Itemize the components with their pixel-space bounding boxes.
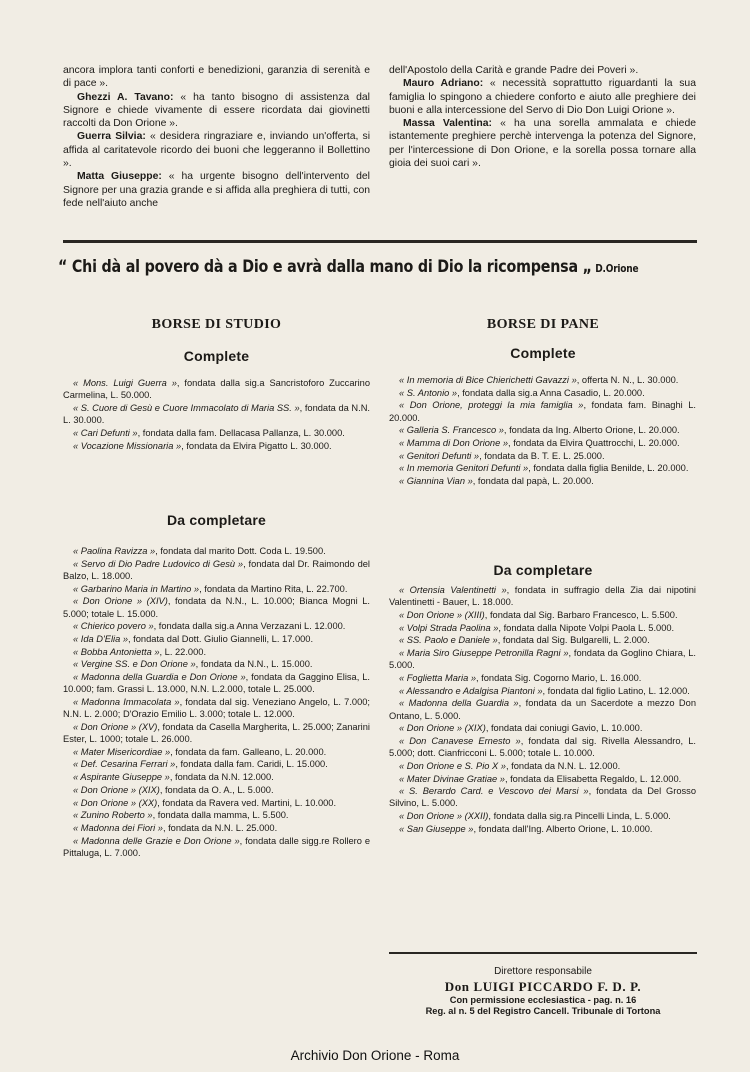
fund-details: , fondata dalla sig.a Anna Verzazani L. 12.000. <box>153 621 346 632</box>
fund-details: , fondata da N.N. L. 30.000. <box>63 402 370 426</box>
list-item <box>63 671 370 695</box>
list-item <box>63 696 370 720</box>
fund-title: « Don Orione » (XXII) <box>399 811 489 822</box>
fund-title: « Mons. Luigi Guerra » <box>73 378 177 388</box>
fund-title: « Ida D'Elia » <box>73 633 129 644</box>
fund-title: « Don Orione » (XIV) <box>73 596 168 607</box>
fund-details: , fondata da Martino Rita, L. 22.700. <box>199 583 348 594</box>
fund-title: « Don Orione » (XIX) <box>73 784 160 795</box>
fund-details: , fondata dal marito Dott. Coda L. 19.500. <box>155 546 326 556</box>
fund-title: « S. Antonio » <box>399 387 458 398</box>
fund-title: « In memoria Genitori Defunti » <box>399 463 529 474</box>
intention-paragraph <box>389 77 696 117</box>
list-item <box>389 647 696 671</box>
intentions-column-right <box>389 64 696 170</box>
fund-title: « In memoria di Bice Chierichetti Gavazzi » <box>399 375 577 385</box>
borse-pane-todo-title: Da completare <box>493 562 593 578</box>
list-item <box>389 697 696 721</box>
fund-details: , fondata da Casella Margherita, L. 25.000; Zanarini Ester, L. 1000; totale L. 26.000. <box>63 721 370 745</box>
fund-title: « Alessandro e Adalgisa Piantoni » <box>399 685 543 696</box>
fund-details: , fondata dalla Nipote Volpi Paola L. 5.000. <box>498 622 675 633</box>
fund-details: , fondata da Gaggino Elisa, L. 10.000; fam. Grassi L. 13.000, N.N. L.2.000, totale L. 25.000. <box>63 672 370 695</box>
fund-details: , fondata dalla figlia Benilde, L. 20.000. <box>528 463 689 474</box>
list-item <box>63 658 370 670</box>
list-item <box>63 758 370 770</box>
borse-pane-complete-list <box>389 374 696 488</box>
fund-title: « Bobba Antonietta » <box>73 646 160 657</box>
fund-details: , fondata dal sig. Rivella Alessandro, L. 5.000; dott. Cianfricconi L. 5.000; totale L. 10.000. <box>389 735 696 759</box>
don-orione-quote <box>58 257 639 276</box>
list-item <box>389 735 696 759</box>
list-item <box>63 746 370 758</box>
fund-details: , fondata da Elvira Pigatto L. 30.000. <box>181 440 332 451</box>
fund-details: , fondata dal figlio Latino, L. 12.000. <box>542 685 690 696</box>
fund-title: « Don Orione e S. Pio X » <box>399 760 506 771</box>
list-item <box>389 374 696 386</box>
fund-title: « Madonna della Guardia e Don Orione » <box>73 672 246 683</box>
list-item <box>389 424 696 436</box>
fund-details: , fondata da O. A., L. 5.000. <box>159 784 274 795</box>
fund-details: , fondata dall'Ing. Alberto Orione, L. 10.000. <box>473 823 653 834</box>
fund-details: , fondata in suffragio della Zia dai nipotini Valentinetti - Bauer, L. 18.000. <box>389 585 696 608</box>
list-item <box>63 583 370 595</box>
intention-text: « desidera ringraziare e, inviando un'offerta, si affida al caritatevole ricordo dei buoni che leggeranno il Bollettino ». <box>63 131 371 170</box>
list-item <box>389 475 696 487</box>
footer-divider <box>389 952 697 954</box>
list-item <box>63 633 370 645</box>
list-item <box>63 545 370 557</box>
fund-details: , fondata da Ing. Alberto Orione, L. 20.000. <box>503 425 680 436</box>
list-item <box>389 823 696 835</box>
fund-details: , fondata da Goglino Chiara, L. 5.000. <box>389 648 697 671</box>
intention-name: Massa Valentina: <box>403 118 492 130</box>
intention-paragraph <box>389 117 696 170</box>
fund-details: , fondata dalla sig.ra Pincelli Linda, L. 5.000. <box>488 811 671 822</box>
fund-title: « Don Orione, proteggi la mia famiglia » <box>399 400 584 411</box>
fund-title: « S. Cuore di Gesù e Cuore Immacolato di Maria SS. » <box>73 402 300 413</box>
fund-details: , fondata da N.N. 12.000. <box>169 772 274 783</box>
fund-details: , fondata dalla sig.a Sancristoforo Zuccarino Carmelina, L. 50.000. <box>63 378 370 401</box>
fund-details: , fondata da N.N., L. 15.000. <box>195 659 313 670</box>
list-item <box>389 722 696 734</box>
fund-title: « Cari Defunti » <box>73 427 138 438</box>
fund-details: , fondata dal Sig. Bulgarelli, L. 2.000. <box>497 635 650 646</box>
list-item <box>389 810 696 822</box>
intention-text: ancora implora tanti conforti e benedizioni, garanzia di serenità e di pace ». <box>63 65 370 90</box>
list-item <box>63 558 370 582</box>
list-item <box>63 822 370 834</box>
list-item <box>63 721 370 745</box>
section-divider <box>63 240 697 243</box>
fund-details: , fondata dai coniugi Gavio, L. 10.000. <box>485 723 643 734</box>
list-item <box>63 595 370 619</box>
intention-paragraph <box>63 130 370 170</box>
borse-studio-title: BORSE DI STUDIO <box>151 317 282 332</box>
fund-details: , fondata dal Sig. Barbaro Francesco, L. 5.500. <box>484 609 678 620</box>
fund-details: , fondata da B. T. E. L. 25.000. <box>479 450 605 461</box>
fund-title: « Vergine SS. e Don Orione » <box>73 659 196 670</box>
fund-title: « Madonna della Guardia » <box>399 698 519 709</box>
fund-title: « Foglietta Maria » <box>399 672 476 683</box>
fund-title: « Def. Cesarina Ferrari » <box>73 759 176 770</box>
intention-paragraph <box>63 170 370 210</box>
intention-name: Matta Giuseppe: <box>77 171 162 183</box>
list-item <box>63 440 370 452</box>
editor-name: Don LUIGI PICCARDO F. D. P. <box>444 978 642 994</box>
intention-name: Ghezzi A. Tavano: <box>77 91 174 103</box>
fund-details: , fondata dalle sigg.re Rollero e Pittaluga, L. 7.000. <box>63 835 371 858</box>
list-item <box>389 437 696 449</box>
fund-title: « Giannina Vian » <box>399 476 473 487</box>
intention-paragraph <box>63 91 370 131</box>
ecclesiastical-permission: Con permissione ecclesiastica - pag. n. 16 <box>449 994 637 1005</box>
intention-text: dell'Apostolo della Carità e grande Padre dei Poveri ». <box>389 65 639 76</box>
list-item <box>63 427 370 439</box>
list-item <box>63 771 370 783</box>
fund-details: , fondata Sig. Cogorno Mario, L. 16.000. <box>476 672 642 683</box>
list-item <box>389 773 696 785</box>
fund-details: , fondata da N.N., L. 10.000; Bianca Mogni L. 5.000; totale L. 15.000. <box>63 596 370 619</box>
list-item <box>63 784 370 796</box>
fund-details: , fondata dal Dott. Giulio Giannelli, L. 17.000. <box>128 633 314 644</box>
list-item <box>389 685 696 697</box>
fund-title: « Don Orione » (XIII) <box>399 609 485 620</box>
intention-name: Mauro Adriano: <box>403 78 484 90</box>
list-item <box>389 760 696 772</box>
fund-details: , fondata da N.N. L. 12.000. <box>505 760 621 771</box>
fund-details: , fondata da N.N. L. 25.000. <box>162 822 278 833</box>
borse-studio-todo-title: Da completare <box>166 512 267 528</box>
intention-paragraph <box>389 64 696 77</box>
fund-details: , fondata da Elisabetta Regaldo, L. 12.000. <box>504 773 682 784</box>
intention-text: « ha urgente bisogno dell'intervento del Signore per una grazia grande e si affida alla preghiera di tutti, con fede nell'aiuto anche <box>63 171 370 209</box>
fund-title: « Ortensia Valentinetti » <box>399 585 507 595</box>
list-item <box>389 450 696 462</box>
fund-details: , fondata dalla fam. Caridi, L. 15.000. <box>175 759 328 770</box>
fund-title: « Volpi Strada Paolina » <box>399 622 499 633</box>
list-item <box>389 584 696 608</box>
fund-details: , fondata dalla mamma, L. 5.500. <box>152 810 289 821</box>
fund-title: « Madonna Immacolata » <box>73 696 180 707</box>
list-item <box>389 622 696 634</box>
fund-title: « San Giuseppe » <box>399 823 474 834</box>
fund-title: « Don Orione » (XV) <box>73 721 158 732</box>
fund-title: « Mater Misericordiae » <box>73 746 171 757</box>
quote-text: “ Chi dà al povero dà a Dio e avrà dalla mano di Dio la ricompensa „ <box>58 257 592 276</box>
borse-studio-todo-list <box>63 545 370 860</box>
archive-caption: Archivio Don Orione - Roma <box>290 1048 460 1063</box>
list-item <box>389 785 696 809</box>
fund-title: « Paolina Ravizza » <box>73 546 156 556</box>
list-item <box>63 646 370 658</box>
list-item <box>389 399 696 423</box>
list-item <box>389 634 696 646</box>
fund-details: , fondata fam. Binaghi L. 20.000. <box>389 400 696 423</box>
fund-title: « Zunino Roberto » <box>73 810 153 821</box>
list-item <box>63 402 370 426</box>
fund-details: , fondata dal papà, L. 20.000. <box>472 476 594 487</box>
list-item <box>63 809 370 821</box>
fund-title: « Don Orione » (XX) <box>73 797 158 808</box>
borse-pane-title: BORSE DI PANE <box>486 317 600 332</box>
intention-text: « ha tanto bisogno di assistenza dal Signore e chiede vivamente di essere ricordata dai giovinetti raccolti da Don Orione ». <box>63 91 370 130</box>
fund-details: , fondata dalla sig.a Anna Casadio, L. 20.000. <box>457 387 645 398</box>
intention-name: Guerra Silvia: <box>77 131 146 143</box>
fund-title: « SS. Paolo e Daniele » <box>399 635 498 646</box>
fund-title: « Vocazione Missionaria » <box>73 440 182 451</box>
borse-pane-complete-title: Complete <box>510 345 576 361</box>
fund-title: « Chierico povero » <box>73 621 154 632</box>
fund-details: , fondata da Elvira Quattrocchi, L. 20.000. <box>508 438 680 449</box>
fund-title: « Madonna delle Grazie e Don Orione » <box>73 835 240 846</box>
borse-studio-complete-list <box>63 377 370 452</box>
fund-details: , L. 22.000. <box>159 646 207 657</box>
fund-details: , fondata da un Sacerdote a mezzo Don Ontano, L. 5.000. <box>389 698 696 721</box>
fund-details: , fondata dal sig. Veneziano Angelo, L. 7.000; N.N. L. 2.000; D'Orazio Emilio L. 3.000; totale L. 12.000. <box>63 696 370 720</box>
fund-details: , fondata da fam. Galleano, L. 20.000. <box>170 746 327 757</box>
fund-title: « S. Berardo Card. e Vescovo dei Marsi » <box>399 786 589 797</box>
director-label: Direttore responsabile <box>494 966 592 977</box>
list-item <box>63 835 370 859</box>
list-item <box>389 609 696 621</box>
fund-title: « Servo di Dio Padre Ludovico di Gesù » <box>73 558 244 569</box>
fund-details: , offerta N. N., L. 30.000. <box>576 375 679 385</box>
fund-details: , fondata da Ravera ved. Martini, L. 10.000. <box>157 797 337 808</box>
borse-pane-todo-list <box>389 584 696 836</box>
intention-paragraph <box>63 64 370 91</box>
fund-details: , fondata da Del Grosso Silvino, L. 5.000. <box>389 786 696 809</box>
registry-note: Reg. al n. 5 del Registro Cancell. Tribunale di Tortona <box>425 1006 661 1016</box>
fund-title: « Aspirante Giuseppe » <box>73 772 170 783</box>
fund-title: « Garbarino Maria in Martino » <box>73 583 200 594</box>
fund-title: « Don Orione » (XIX) <box>399 723 486 734</box>
fund-title: « Maria Siro Giuseppe Petronilla Ragni » <box>399 648 569 659</box>
fund-title: « Madonna dei Fiori » <box>73 822 163 833</box>
list-item <box>63 797 370 809</box>
list-item <box>63 377 370 401</box>
colophon <box>389 966 697 1018</box>
list-item <box>63 620 370 632</box>
list-item <box>389 462 696 474</box>
fund-title: « Genitori Defunti » <box>399 450 480 461</box>
fund-title: « Mater Divinae Gratiae » <box>399 773 505 784</box>
quote-signature: D.Orione <box>595 263 639 275</box>
fund-title: « Galleria S. Francesco » <box>399 425 504 436</box>
fund-details: , fondata dal Dr. Raimondo del Balzo, L. 18.000. <box>63 558 370 581</box>
intention-text: « necessità soprattutto riguardanti la sua famiglia lo spingono a chiedere conforto e aiuto alle preghiere dei buoni e alla intercessione del Servo di Dio Don Luigi Orione ». <box>389 78 696 116</box>
list-item <box>389 672 696 684</box>
intentions-column-left <box>63 64 370 210</box>
intention-text: « ha una sorella ammalata e chiede istantemente preghiere perchè intervenga la potenza del Signore, per l'intercessione di Don Orione, e la sorella possa tornare alla gioia dei suoi cari ». <box>389 118 697 170</box>
fund-details: , fondata dalla fam. Dellacasa Pallanza, L. 30.000. <box>137 427 345 438</box>
borse-studio-complete-title: Complete <box>183 348 250 364</box>
fund-title: « Don Canavese Ernesto » <box>399 735 521 746</box>
list-item <box>389 387 696 399</box>
fund-title: « Mamma di Don Orione » <box>399 438 509 449</box>
